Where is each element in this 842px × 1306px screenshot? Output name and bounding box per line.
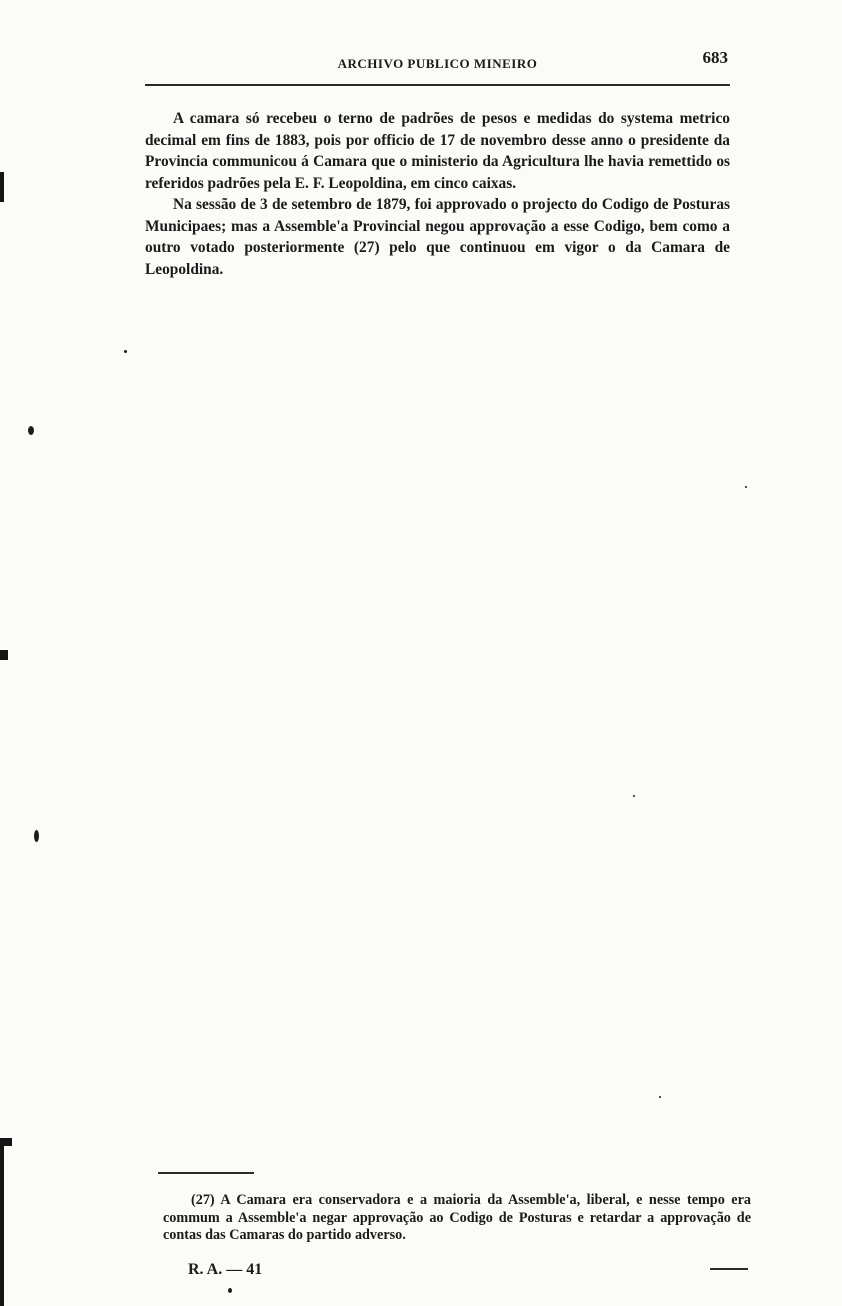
running-title: ARCHIVO PUBLICO MINEIRO: [337, 56, 538, 71]
scan-speck: [228, 1288, 232, 1293]
running-head: [145, 48, 730, 78]
scan-edge-mark: [0, 650, 8, 660]
scan-speck: [34, 830, 39, 842]
scan-edge-mark: [0, 172, 4, 202]
header-rule: [145, 84, 730, 86]
footnote: [163, 1192, 751, 1245]
scan-edge-mark: [0, 1145, 4, 1306]
main-text: [145, 108, 730, 280]
scan-speck: [745, 486, 747, 488]
scan-speck: [28, 426, 34, 435]
scan-speck: [659, 1096, 661, 1098]
page-number: 683: [702, 48, 728, 67]
end-dash: [710, 1268, 748, 1270]
paragraph: A camara só recebeu o terno de padrões de pesos e medidas do systema metrico decimal em fins de 1883, pois por officio de 17 de novembro desse anno o presidente da Provincia communicou á Camara que o ministerio da Agricultura lhe havia remettido os referidos padrões pela E. F. Leopoldina, em cinco caixas.: [145, 110, 730, 192]
footnote-rule: [158, 1172, 254, 1174]
paragraph: Na sessão de 3 de setembro de 1879, foi approvado o projecto do Codigo de Posturas Municipaes; mas a Assemble'a Provincial negou approvação a esse Codigo, bem como a outro votado posteriormente (27) pelo que continuou em vigor o da Camara de Leopoldina.: [145, 196, 730, 278]
scan-speck: [124, 350, 127, 353]
footnote-text: (27) A Camara era conservadora e a maioria da Assemble'a, liberal, e nesse tempo era commum a Assemble'a negar approvação ao Codigo de Posturas e retardar a approvação de contas das Camaras do partido adverso.: [163, 1192, 751, 1243]
scan-speck: [633, 795, 635, 797]
signature-mark: R. A. — 41: [188, 1261, 263, 1278]
